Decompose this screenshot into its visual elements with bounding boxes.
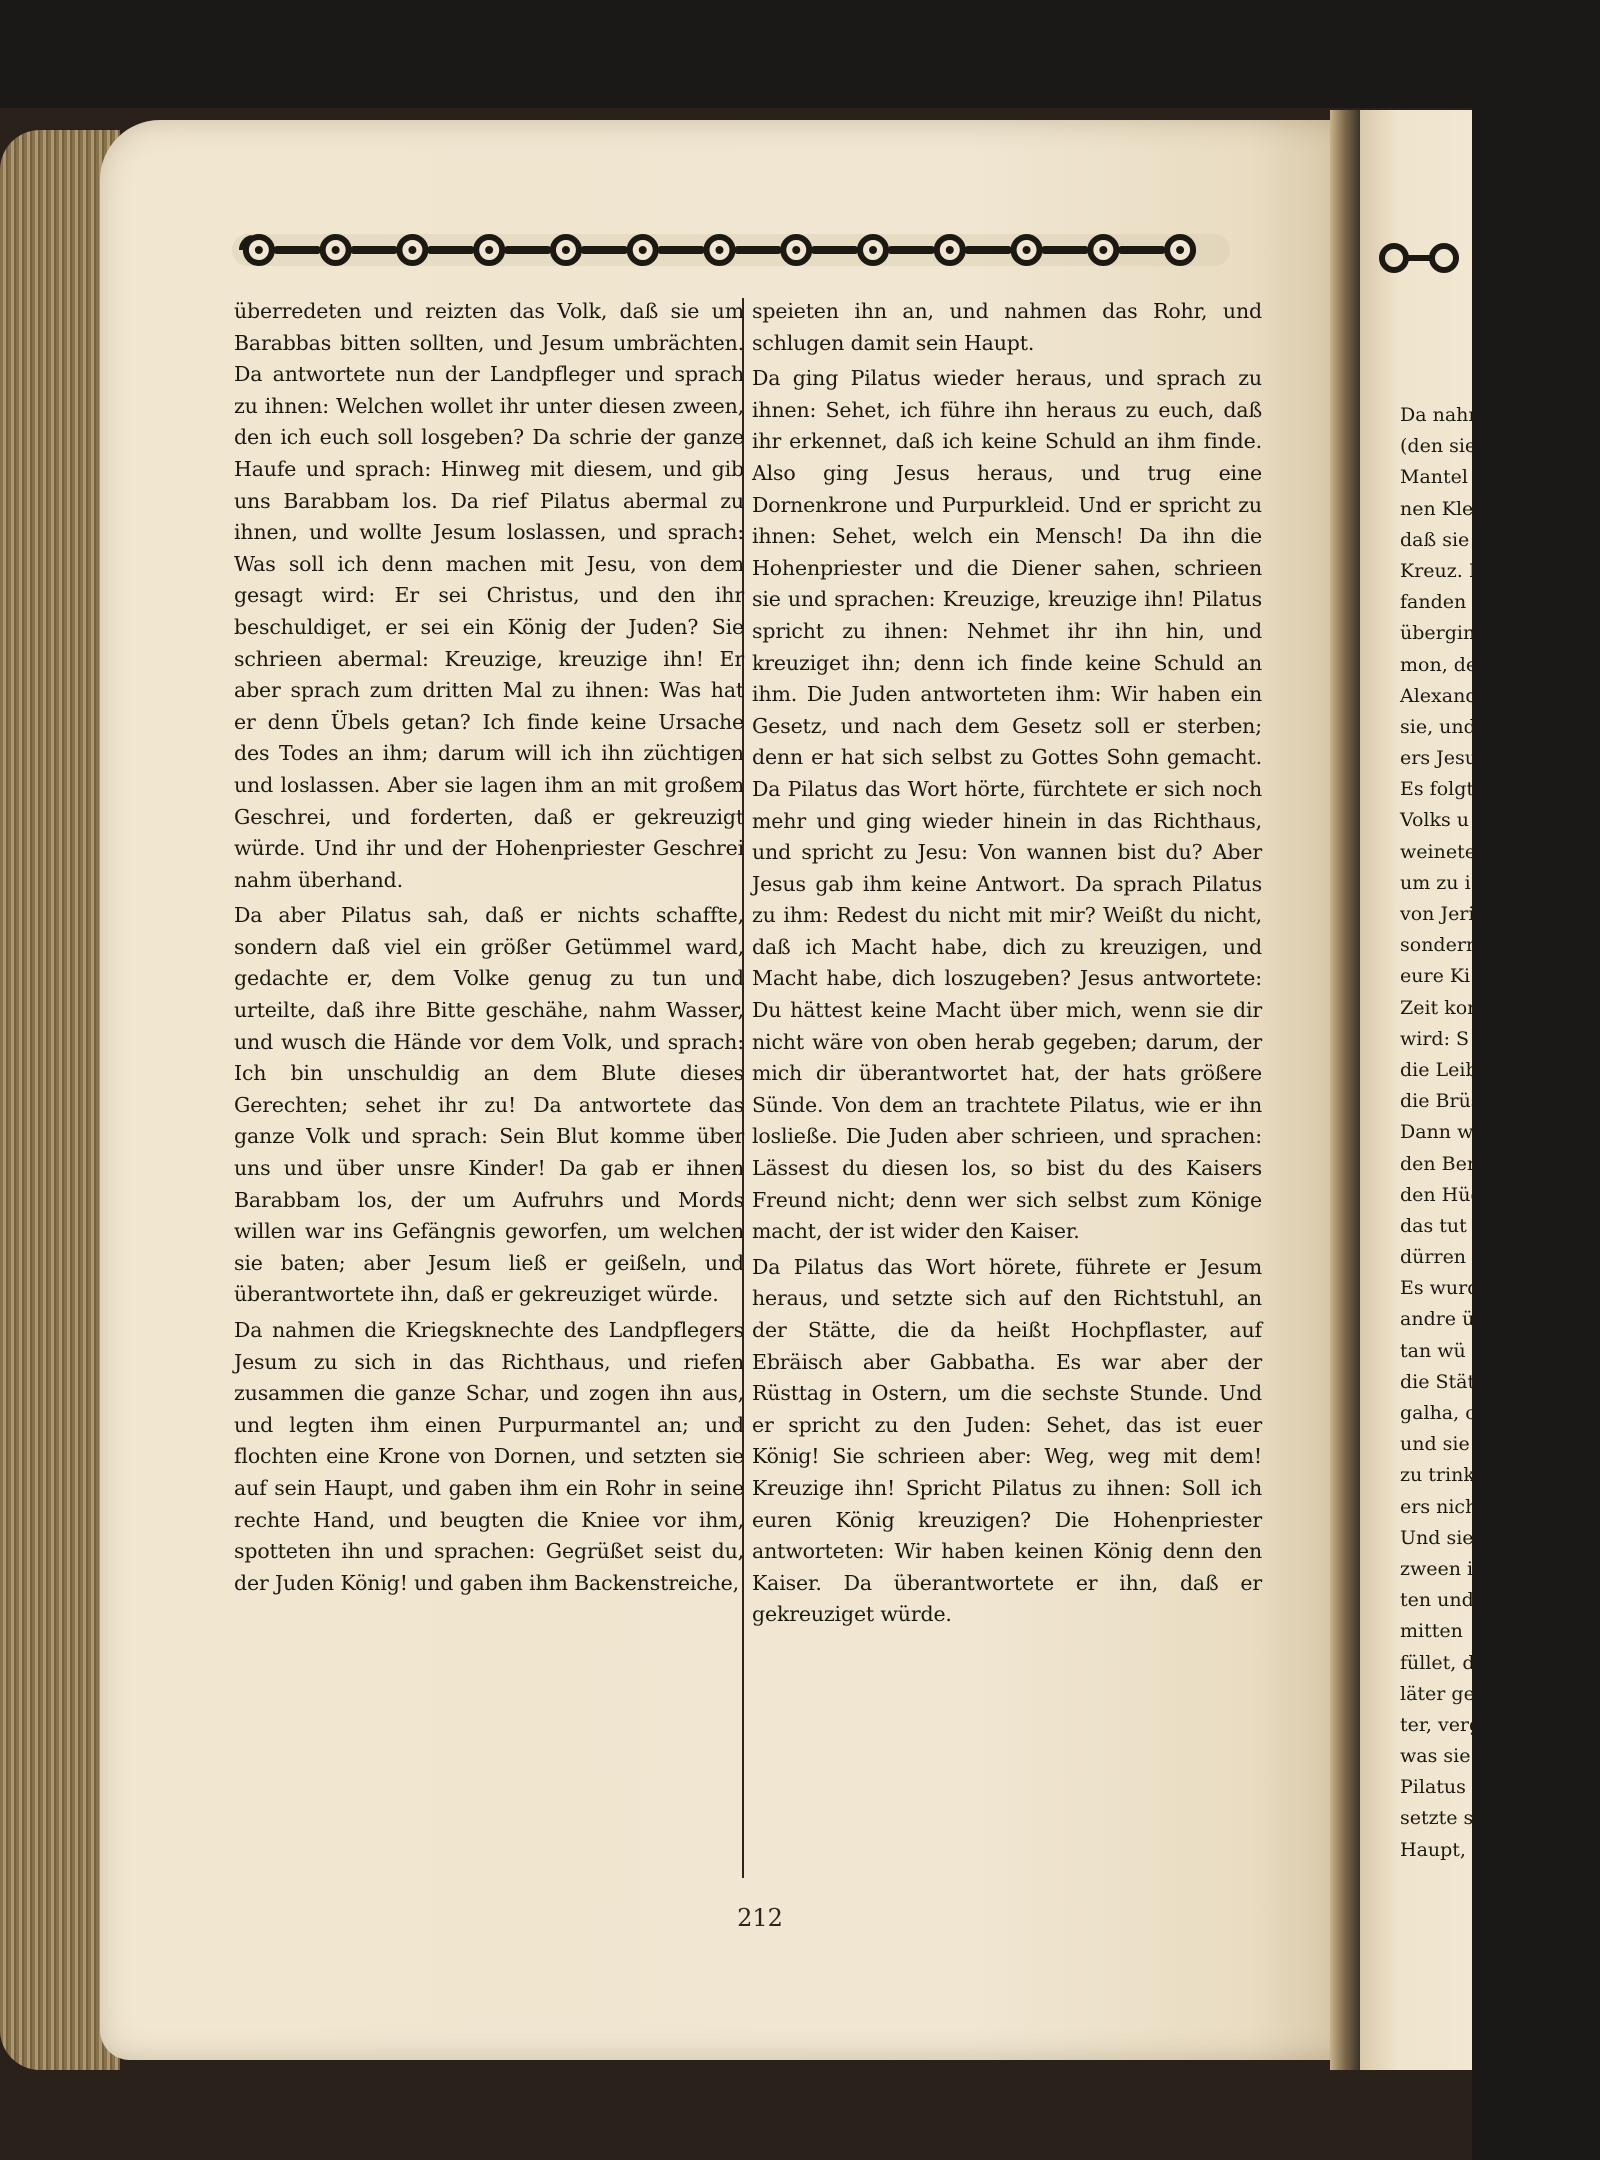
- next-page-fragment: die Brüs: [1400, 1090, 1481, 1113]
- next-page-fragment: Haupt, a: [1400, 1838, 1484, 1861]
- next-page-fragment: eure Ki: [1400, 965, 1471, 988]
- next-page-fragment: ter, verg: [1400, 1713, 1482, 1736]
- chain-ornament-border-next: [1372, 236, 1492, 280]
- chain-bar: [427, 246, 474, 254]
- next-page-fragment: Pilatus a: [1400, 1776, 1484, 1799]
- next-page-fragment: das tut: [1400, 1214, 1467, 1237]
- next-page-fragment: was sie: [1400, 1745, 1471, 1768]
- book-gutter: [1330, 110, 1360, 2070]
- chain-ring-center: [946, 246, 954, 254]
- next-page-text-fragments: [1400, 400, 1600, 1866]
- next-page-fragment: Es wurd: [1400, 1277, 1480, 1300]
- next-page-fragment: die Stät: [1400, 1370, 1476, 1393]
- next-page-fragment: ers nich: [1400, 1495, 1478, 1518]
- chain-ornament-border: [232, 228, 1230, 272]
- chain-bar: [274, 246, 321, 254]
- next-page-fragment: Es folgt: [1400, 778, 1475, 801]
- next-page-partial: [1360, 110, 1491, 2070]
- chain-bar: [888, 246, 935, 254]
- next-page-fragment: füllet, d: [1400, 1651, 1475, 1674]
- next-page-fragment: die Leibe: [1400, 1058, 1489, 1081]
- next-page-fragment: den Berg: [1400, 1152, 1489, 1175]
- chain-bar: [504, 246, 551, 254]
- right-column-text: [752, 296, 1262, 1631]
- next-page-fragment: ers Jesu: [1400, 747, 1477, 770]
- next-page-fragment: sondern: [1400, 934, 1479, 957]
- chain-ring-center: [639, 246, 647, 254]
- next-page-fragment: zu trink: [1400, 1464, 1475, 1487]
- chain-ring-center: [869, 246, 877, 254]
- next-page-fragment: Da nahr: [1400, 404, 1478, 426]
- next-page-fragment: Alexand: [1400, 684, 1478, 707]
- next-page-fragment: Mantel a: [1400, 466, 1486, 489]
- left-column-text: [234, 296, 744, 1599]
- next-page-fragment: weinete: [1400, 840, 1476, 863]
- chain-bar: [734, 246, 781, 254]
- next-page-fragment: mon, de: [1400, 653, 1478, 676]
- next-page-fragment: Kreuz. I: [1400, 559, 1477, 582]
- next-page-fragment: Dann w: [1400, 1121, 1474, 1144]
- next-page-fragment: und sie: [1400, 1433, 1470, 1456]
- chain-bar: [965, 246, 1012, 254]
- chain-ring-center: [1176, 246, 1184, 254]
- chain-ring-center: [332, 246, 340, 254]
- paragraph: speieten ihn an, und nahmen das Rohr, und schlugen damit sein Haupt.: [752, 299, 1262, 355]
- paragraph: Da aber Pilatus sah, daß er nichts schaffte, sondern daß viel ein größer Getümmel ward, gedachte er, dem Volke genug zu tun und urteilte, daß ihre Bitte geschähe, nahm Wasser, und wusch die Hände vor dem Volk, und sprach: Ich bin unschuldig an dem Blute dieses Gerechten; sehet ihr zu! Da antwortete das ganze Volk und sprach: Sein Blut komme über uns und über unsre Kinder! Da gab er ihnen Barabbam los, der um Aufruhrs und Mords willen war ins Gefängnis geworfen, um welchen sie baten; aber Jesum ließ er geißeln, und überantwortete ihn, daß er gekreuziget würde.: [234, 903, 744, 1307]
- next-page-fragment: daß sie il: [1400, 528, 1488, 551]
- next-page-fragment: Und sie: [1400, 1526, 1474, 1549]
- chain-bar: [581, 246, 628, 254]
- chain-ring-center: [1023, 246, 1031, 254]
- chain-ring-center: [715, 246, 723, 254]
- page-number: 212: [737, 1904, 783, 1932]
- next-page-fragment: (den sie: [1400, 435, 1477, 458]
- next-page-fragment: dürren: [1400, 1246, 1467, 1269]
- next-page-fragment: tan wü: [1400, 1339, 1466, 1362]
- chain-ring-center: [562, 246, 570, 254]
- next-page-fragment: wird: S: [1400, 1027, 1470, 1050]
- chain-bar: [811, 246, 858, 254]
- next-page-fragment: ten und: [1400, 1589, 1474, 1612]
- next-page-fragment: Volks u: [1400, 809, 1470, 832]
- next-page-fragment: andre ü: [1400, 1308, 1475, 1331]
- chain-bar: [351, 246, 398, 254]
- paragraph: Da ging Pilatus wieder heraus, und sprach zu ihnen: Sehet, ich führe ihn heraus zu euch, daß ihr erkennet, daß ich keine Schuld an ihm finde. Also ging Jesus heraus, und trug eine Dornenkrone und Purpurkleid. Und er spricht zu ihnen: Sehet, welch ein Mensch! Da ihn die Hohenpriester und die Diener sahen, schrieen sie und sprachen: Kreuzige, kreuzige ihn! Pilatus spricht zu ihnen: Nehmet ihr ihn hin, und kreuziget ihn; denn ich finde keine Schuld an ihm. Die Juden antworteten ihm: Wir haben ein Gesetz, und nach dem Gesetz soll er sterben; denn er hat sich selbst zu Gottes Sohn gemacht. Da Pilatus das Wort hörte, fürchtete er sich noch mehr und ging wieder hinein in das Richthaus, und spricht zu Jesu: Von wannen bist du? Aber Jesus gab ihm keine Antwort. Da sprach Pilatus zu ihm: Redest du nicht mit mir? Weißt du nicht, daß ich Macht habe, dich zu kreuzigen, und Macht habe, dich loszugeben? Jesus antwortete: Du hättest keine Macht über mich, wenn sie dir nicht wäre von oben herab gegeben; darum, der mich dir überantwortet hat, der hats größere Sünde. Von dem an trachtete Pilatus, wie er ihn losließe. Die Juden aber schrieen, und sprachen: Lässest du diesen los, so bist du des Kaisers Freund nicht; denn wer sich selbst zum Könige macht, der ist wider den Kaiser.: [752, 366, 1262, 1244]
- next-page-fragment: läter ge: [1400, 1682, 1475, 1705]
- chain-ring-center: [255, 246, 263, 254]
- paragraph: überredeten und reizten das Volk, daß sie um Barabbas bitten sollten, und Jesum umbrächten. Da antwortete nun der Landpfleger und sprach zu ihnen: Welchen wollet ihr unter diesen zween, den ich euch soll losgeben? Da schrie der ganze Haufe und sprach: Hinweg mit diesem, und gib uns Barabbam los. Da rief Pilatus abermal zu ihnen, und wollte Jesum loslassen, und sprach: Was soll ich denn machen mit Jesu, von dem gesagt wird: Er sei Christus, und den ihr beschuldiget, er sei ein König der Juden? Sie schrieen abermal: Kreuzige, kreuzige ihn! Er aber sprach zum dritten Mal zu ihnen: Was hat er denn Übels getan? Ich finde keine Ursache des Todes an ihm; darum will ich ihn züchtigen und loslassen. Aber sie lagen ihm an mit großem Geschrei, und forderten, daß er gekreuzigt würde. Und ihr und der Hohenpriester Geschrei nahm überhand.: [234, 299, 744, 892]
- chain-bar: [1042, 246, 1089, 254]
- paragraph: Da Pilatus das Wort hörete, führete er Jesum heraus, und setzte sich auf den Richtstuhl, an der Stätte, die da heißt Hochpflaster, auf Ebräisch aber Gabbatha. Es war aber der Rüsttag in Ostern, um die sechste Stunde. Und er spricht zu den Juden: Sehet, das ist euer König! Sie schrieen aber: Weg, weg mit dem! Kreuzige ihn! Spricht Pilatus zu ihnen: Soll ich euren König kreuzigen? Die Hohenpriester antworteten: Wir haben keinen König denn den Kaiser. Da überantwortete er ihn, daß er gekreuziget würde.: [752, 1254, 1262, 1627]
- next-page-fragment: den Hüg: [1400, 1183, 1483, 1206]
- next-page-fragment: mitten: [1400, 1620, 1463, 1643]
- chain-bar: [658, 246, 705, 254]
- next-page-fragment: zween i: [1400, 1557, 1474, 1580]
- chain-bar: [1118, 246, 1165, 254]
- next-page-fragment: galha, c: [1400, 1402, 1476, 1424]
- chain-ring-center: [408, 246, 416, 254]
- chain-ring-center: [1099, 246, 1107, 254]
- paragraph: Da nahmen die Kriegsknechte des Landpflegers Jesum zu sich in das Richthaus, und riefen zusammen die ganze Schar, und zogen ihn aus, und legten ihm einen Purpurmantel an; und flochten eine Krone von Dornen, und setzten sie auf sein Haupt, und gaben ihm ein Rohr in seine rechte Hand, und beugten die Kniee vor ihm, spotteten ihn und sprachen: Gegrüßet seist du, der Juden König! und gaben ihm Backenstreiche,: [234, 1318, 744, 1595]
- next-page-fragment: setzte sie: [1400, 1807, 1491, 1830]
- chain-ring-center: [485, 246, 493, 254]
- chain-ring-center: [792, 246, 800, 254]
- next-page-fragment: nen Klei: [1400, 497, 1480, 520]
- next-page-fragment: übergin: [1400, 622, 1476, 645]
- next-page-fragment: um zu i: [1400, 871, 1471, 894]
- next-page-fragment: fanden: [1400, 591, 1467, 614]
- next-page-fragment: sie, und: [1400, 715, 1476, 738]
- next-page-fragment: Zeit kor: [1400, 996, 1477, 1019]
- next-page-fragment: von Jeri: [1400, 903, 1475, 925]
